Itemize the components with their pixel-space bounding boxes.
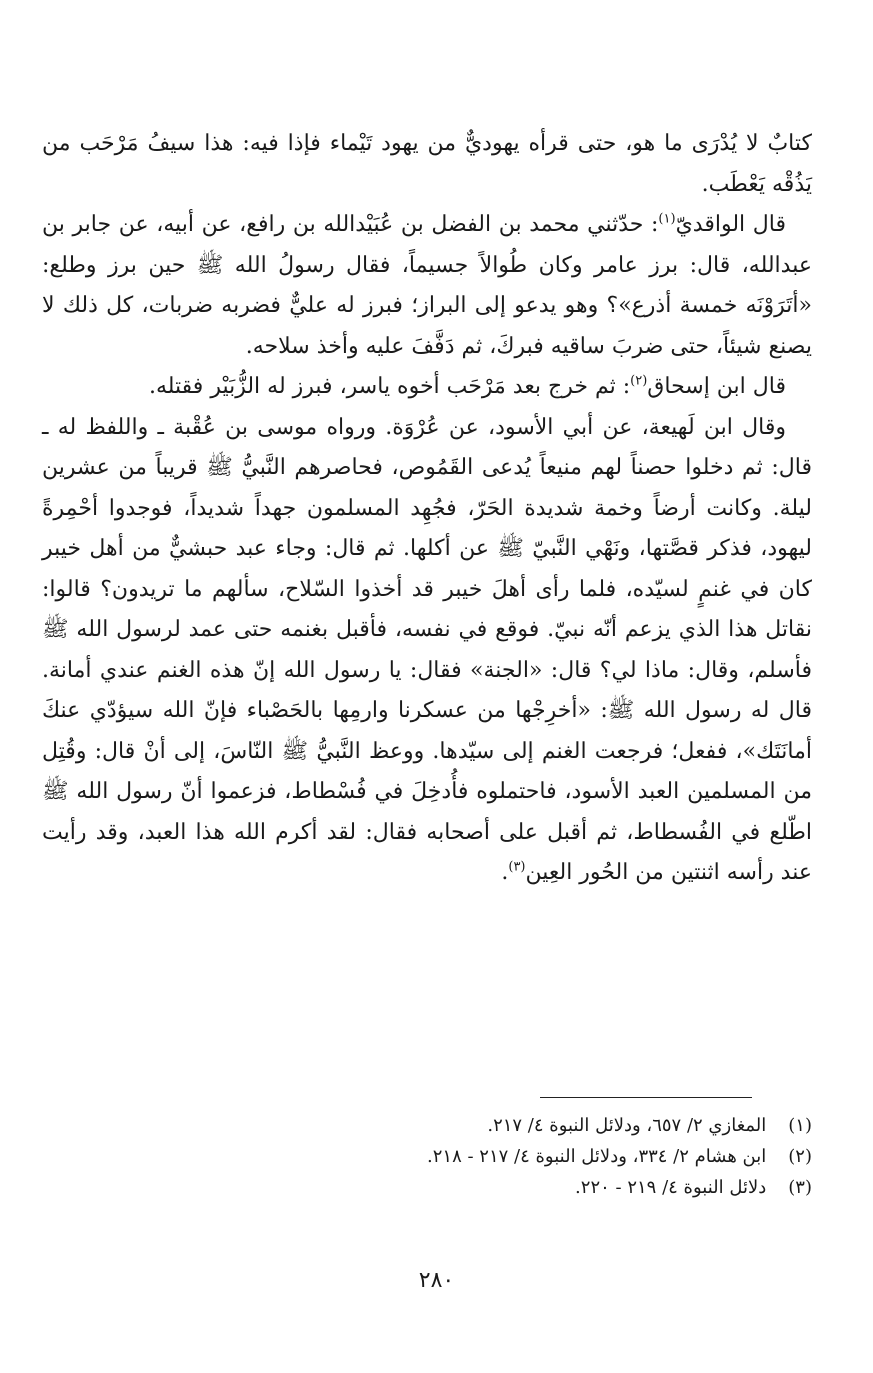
footnote-text: دلائل النبوة ٤/ ٢١٩ - ٢٢٠.	[575, 1177, 767, 1198]
paragraph-text: كتابٌ لا يُدْرَى ما هو، حتى قرأه يهوديٌّ من يهود تَيْماء فإذا فيه: هذا سيفُ مَرْحَب من يَذُقْه يَعْطَب.	[42, 131, 812, 197]
paragraph-text-continued: : ثم خرج بعد مَرْحَب أخوه ياسر، فبرز له الزُّبَيْر فقتله.	[148, 374, 631, 399]
footnote-divider	[540, 1097, 752, 1098]
paragraph-text-continued: .	[501, 860, 509, 885]
paragraph-text-continued: : حدّثني محمد بن الفضل بن عُبَيْدالله بن رافع، عن أبيه، عن جابر بن عبدالله، قال: برز عامر وكان طُوالاً جسيماً، فقال رسولُ الله ﷺ حين برز وطلع: «أتَرَوْنَه خمسة أذرع»؟ وهو يدعو إلى البراز؛ فبرز له عليٌّ فضربه ضربات، كل ذلك لا يصنع شيئاً، حتى ضربَ ساقيه فبركَ، ثم دَفَّفَ عليه وأخذ سلاحه.	[42, 212, 812, 359]
footnote-1	[42, 1110, 812, 1141]
footnote-ref-1[interactable]: (١)	[658, 211, 676, 227]
paragraph-text: وقال ابن لَهيعة، عن أبي الأسود، عن عُرْوَة. ورواه موسى بن عُقْبة ـ واللفظ له ـ قال: ثم دخلوا حصناً لهم منيعاً يُدعى القَمُوص، فحاصرهم النَّبيُّ ﷺ قريباً من عشرين ليلة. وكانت أرضاً وخمة شديدة الحَرّ، فجُهِد المسلمون جهداً شديداً، فوجدوا أحْمِرةً ليهود، فذكر قصَّتها، ونَهْي النَّبيّ ﷺ عن أكلها. ثم قال: وجاء عبد حبشيٌّ من أهل خيبر كان في غنمٍ لسيّده، فلما رأى أهلَ خيبر قد أخذوا السّلاح، سألهم ما تريدون؟ قالوا: نقاتل هذا الذي يزعم أنّه نبيّ. فوقع في نفسه، فأقبل بغنمه حتى عمد لرسول الله ﷺ فأسلم، وقال: ماذا لي؟ قال: «الجنة» فقال: يا رسول الله إنّ هذه الغنم عندي أمانة. قال له رسول الله ﷺ: «أخرِجْها من عسكرنا وارمِها بالحَصْباء فإنّ الله سيؤدّي عنكَ أمانَتَك»، ففعل؛ فرجعت الغنم إلى سيّدها. ووعظ النَّبيُّ ﷺ النّاسَ، إلى أنْ قال: وقُتِل من المسلمين العبد الأسود، فاحتملوه فأُدخِلَ في فُسْطاط، فزعموا أنّ رسول الله ﷺ اطّلع في الفُسطاط، ثم أقبل على أصحابه فقال: لقد أكرم الله هذا العبد، وقد رأيت عند رأسه اثنتين من الحُور العِين	[42, 414, 812, 885]
paragraph-text: قال الواقديّ	[675, 212, 786, 237]
footnote-3	[42, 1172, 812, 1203]
paragraph-4	[42, 408, 812, 894]
footnotes	[42, 1110, 812, 1203]
paragraph-1	[42, 124, 812, 205]
paragraph-text: قال ابن إسحاق	[647, 374, 786, 399]
page-number: ٢٨٠	[418, 1268, 455, 1293]
paragraph-2	[42, 205, 812, 367]
footnote-ref-2[interactable]: (٢)	[630, 373, 648, 389]
footnote-2	[42, 1141, 812, 1172]
footnote-number: (٣)	[788, 1177, 812, 1198]
footnote-text: ابن هشام ٢/ ٣٣٤، ودلائل النبوة ٤/ ٢١٧ - ٢١٨.	[427, 1146, 767, 1167]
main-text	[42, 124, 812, 894]
footnote-number: (٢)	[788, 1146, 812, 1167]
footnote-number: (١)	[788, 1115, 812, 1136]
footnote-text: المغازي ٢/ ٦٥٧، ودلائل النبوة ٤/ ٢١٧.	[487, 1115, 767, 1136]
paragraph-3	[42, 367, 812, 408]
footnote-ref-3[interactable]: (٣)	[508, 859, 526, 875]
